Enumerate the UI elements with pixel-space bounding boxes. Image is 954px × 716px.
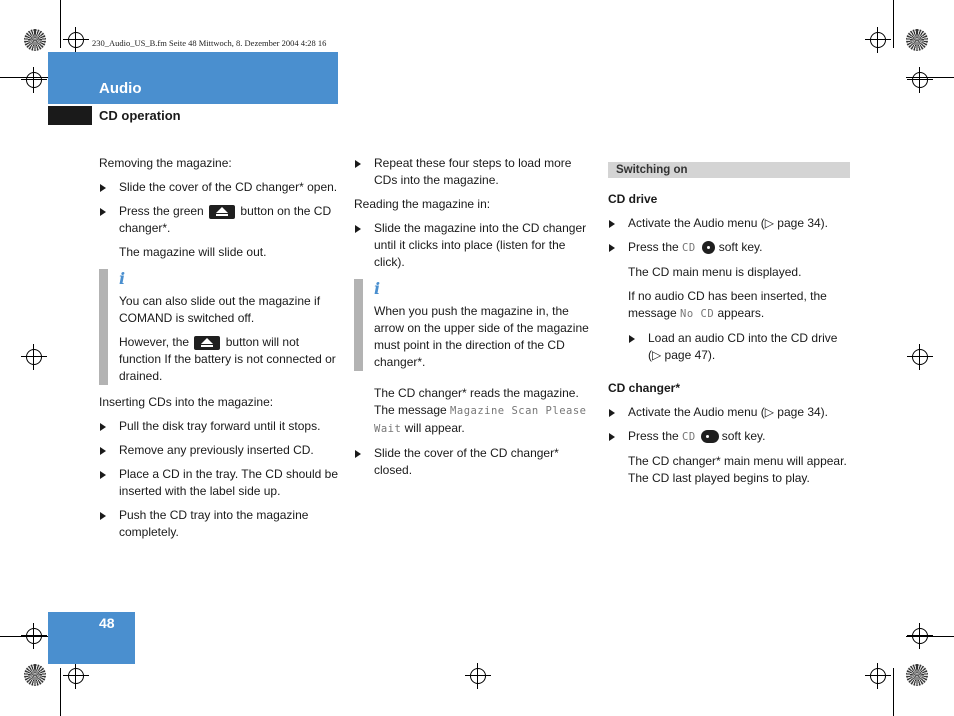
intro-remove: Removing the magazine: bbox=[99, 156, 232, 170]
step-arrow-icon bbox=[355, 225, 361, 233]
subheader-marker bbox=[48, 106, 92, 125]
step: Place a CD in the tray. The CD should be inserted with the label side up. bbox=[99, 466, 344, 500]
result: If no audio CD has been inserted, the message No CD appears. bbox=[628, 289, 827, 320]
substep: Load an audio CD into the CD drive (▷ page 47). bbox=[608, 330, 850, 364]
crop-mark bbox=[893, 0, 894, 48]
section-heading: Switching on bbox=[608, 162, 850, 178]
step-arrow-icon bbox=[100, 184, 106, 192]
step-arrow-icon bbox=[355, 160, 361, 168]
registration-sun-icon bbox=[906, 29, 928, 51]
step: Slide the cover of the CD changer* open. bbox=[99, 179, 344, 196]
step-arrow-icon bbox=[100, 447, 106, 455]
page-number-box bbox=[48, 612, 135, 664]
soft-key-label: CD bbox=[682, 431, 696, 443]
result: The CD changer* main menu will appear. bbox=[628, 454, 847, 468]
registration-mark-icon bbox=[26, 628, 42, 644]
result: The message Magazine Scan Please Wait will appear. bbox=[374, 403, 587, 435]
display-message: No CD bbox=[680, 308, 715, 320]
print-info-line: 230_Audio_US_B.fm Seite 48 Mittwoch, 8. Dezember 2004 4:28 16 bbox=[92, 38, 327, 48]
header-bar bbox=[48, 52, 338, 104]
result: The CD main menu is displayed. bbox=[628, 265, 802, 279]
info-note bbox=[354, 279, 592, 371]
crop-mark bbox=[60, 0, 61, 48]
step: Press the green button on the CD changer*. bbox=[99, 203, 344, 237]
section-title: CD operation bbox=[99, 108, 181, 123]
soft-key-label: CD bbox=[682, 242, 696, 254]
cd-drive-icon bbox=[702, 241, 715, 254]
registration-sun-icon bbox=[24, 664, 46, 686]
note-bar bbox=[99, 269, 108, 385]
registration-sun-icon bbox=[906, 664, 928, 686]
registration-mark-icon bbox=[470, 668, 486, 684]
step: Repeat these four steps to load more CDs into the magazine. bbox=[354, 155, 592, 189]
info-icon: i bbox=[119, 269, 126, 288]
note-text: When you push the magazine in, the arrow on the upper side of the magazine must point in the direction of the CD changer*. bbox=[374, 304, 589, 369]
step-arrow-icon bbox=[355, 450, 361, 458]
note-text: You can also slide out the magazine if COMAND is switched off. bbox=[119, 294, 321, 325]
step-arrow-icon bbox=[100, 471, 106, 479]
note-bar bbox=[354, 279, 363, 371]
step: Pull the disk tray forward until it stops. bbox=[99, 418, 344, 435]
step-arrow-icon bbox=[609, 433, 615, 441]
info-note bbox=[99, 269, 344, 385]
registration-sun-icon bbox=[24, 29, 46, 51]
step-arrow-icon bbox=[100, 208, 106, 216]
registration-mark-icon bbox=[870, 32, 886, 48]
result: The CD changer* reads the magazine. bbox=[374, 386, 579, 400]
step-arrow-icon bbox=[629, 335, 635, 343]
note-text: However, the button will not function If the battery is not connected or drained. bbox=[119, 335, 336, 383]
step: Slide the magazine into the CD changer until it clicks into place (listen for the click). bbox=[354, 220, 592, 271]
registration-mark-icon bbox=[912, 628, 928, 644]
result: The CD last played begins to play. bbox=[628, 471, 810, 485]
page-number: 48 bbox=[99, 615, 115, 631]
column-middle bbox=[354, 155, 592, 486]
result: The magazine will slide out. bbox=[119, 245, 267, 259]
registration-mark-icon bbox=[870, 668, 886, 684]
page-title: Audio bbox=[99, 80, 142, 97]
display-message: Magazine Scan Please Wait bbox=[374, 405, 587, 435]
subheading-cd-changer: CD changer* bbox=[608, 381, 681, 395]
eject-button-icon bbox=[209, 205, 235, 219]
cd-changer-icon bbox=[701, 430, 719, 443]
step: Slide the cover of the CD changer* closed. bbox=[354, 445, 592, 479]
registration-mark-icon bbox=[68, 668, 84, 684]
step-arrow-icon bbox=[609, 409, 615, 417]
step: Push the CD tray into the magazine completely. bbox=[99, 507, 344, 541]
subheading-cd-drive: CD drive bbox=[608, 192, 658, 206]
step: Remove any previously inserted CD. bbox=[99, 442, 344, 459]
intro-read: Reading the magazine in: bbox=[354, 197, 491, 211]
registration-mark-icon bbox=[912, 72, 928, 88]
step: Activate the Audio menu (▷ page 34). bbox=[608, 215, 850, 232]
registration-mark-icon bbox=[26, 72, 42, 88]
registration-mark-icon bbox=[912, 349, 928, 365]
crop-mark bbox=[60, 668, 61, 716]
registration-mark-icon bbox=[68, 32, 84, 48]
info-icon: i bbox=[374, 279, 381, 298]
step-arrow-icon bbox=[100, 512, 106, 520]
eject-button-icon bbox=[194, 336, 220, 350]
intro-insert: Inserting CDs into the magazine: bbox=[99, 395, 274, 409]
step: Press the CD soft key. bbox=[608, 428, 850, 446]
registration-mark-icon bbox=[26, 349, 42, 365]
step-arrow-icon bbox=[100, 423, 106, 431]
step-arrow-icon bbox=[609, 244, 615, 252]
column-right bbox=[608, 155, 850, 494]
step: Activate the Audio menu (▷ page 34). bbox=[608, 404, 850, 421]
column-left bbox=[99, 155, 344, 548]
crop-mark bbox=[893, 668, 894, 716]
step: Press the CD soft key. bbox=[608, 239, 850, 257]
step-arrow-icon bbox=[609, 220, 615, 228]
